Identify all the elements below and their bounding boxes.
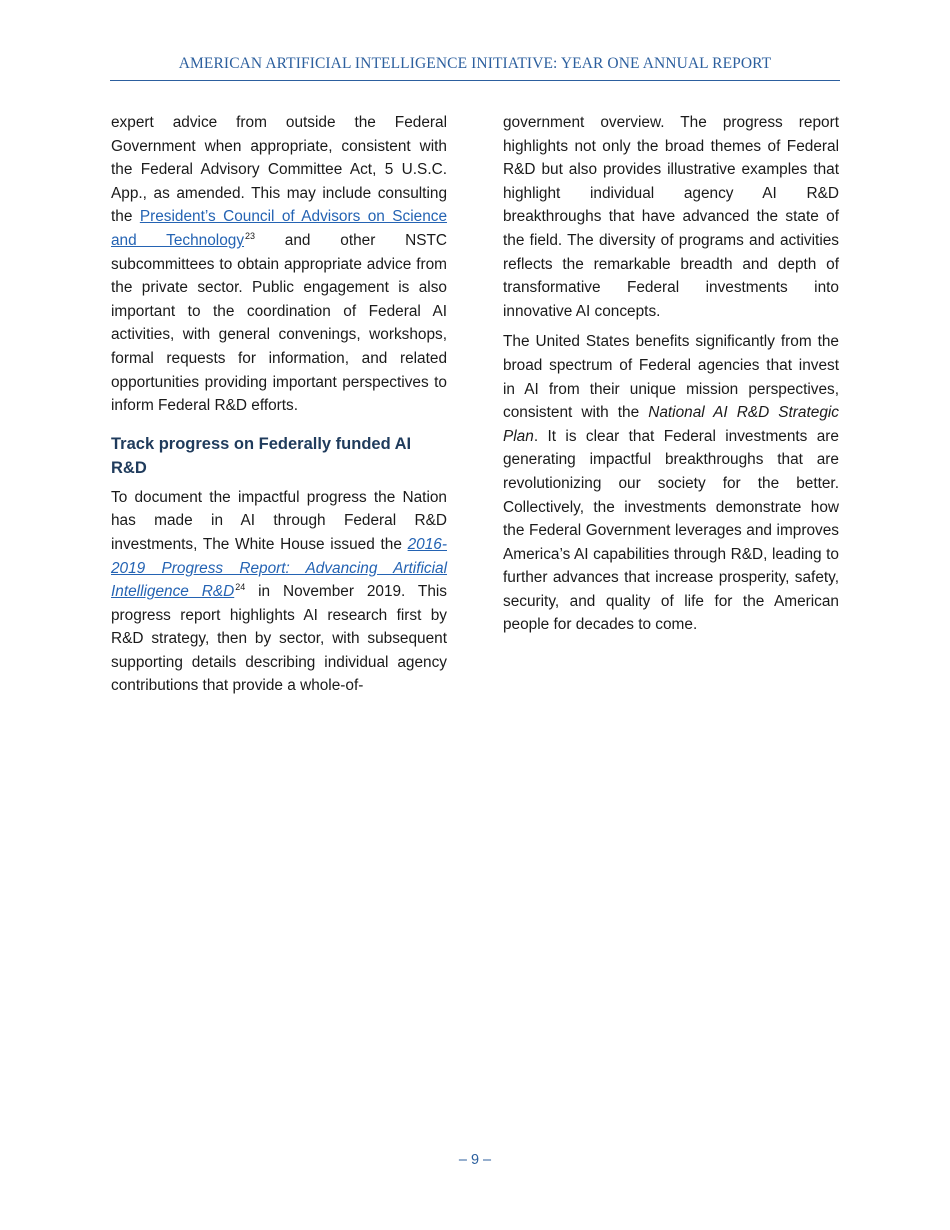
paragraph-benefits [503, 330, 839, 637]
running-header: AMERICAN ARTIFICIAL INTELLIGENCE INITIATIVE: YEAR ONE ANNUAL REPORT [178, 55, 772, 72]
paragraph-progress-report [111, 486, 447, 698]
header-rule [110, 80, 840, 81]
page-number: – 9 – [458, 1152, 492, 1168]
paragraph-text: and other NSTC subcommittees to obtain appropriate advice from the private sector. Public engagement is also important to the coordination of Federal AI activities, with general convenings, workshops, formal requests for information, and related opportunities providing important perspectives to inform Federal R&D efforts. [111, 231, 447, 415]
left-column [111, 111, 447, 705]
footnote-ref-23[interactable]: 23 [245, 230, 256, 241]
paragraph-overview: government overview. The progress report highlights not only the broad themes of Federal R&D but also provides illustrative examples that highlight individual agency AI R&D breakthroughs that have advanced the state of the field. The diversity of programs and activities reflects the remarkable breadth and depth of transformative Federal investments into innovative AI concepts. [503, 114, 839, 320]
pcast-link[interactable]: President’s Council of Advisors on Science and Technology [111, 208, 448, 249]
section-heading: Track progress on Federally funded AI R&D [111, 434, 412, 477]
paragraph-advisory [111, 111, 447, 418]
strategic-plan-title: National AI R&D Strategic Plan [503, 404, 840, 445]
right-column [503, 111, 839, 644]
paragraph-text: in November 2019. This progress report highlights AI research first by R&D strategy, then by sector, with subsequent supporting details describing individual agency contributions that provide a whole-of- [111, 583, 448, 695]
paragraph-text: . It is clear that Federal investments are generating impactful breakthroughs that are revolutionizing our society for the better. Collectively, the investments demonstrate how the Federal Government leverages and improves America’s AI capabilities through R&D, leading to further advances that increase prosperity, safety, security, and quality of life for the American people for decades to come. [503, 427, 839, 634]
paragraph-text: The United States benefits significantly from the broad spectrum of Federal agencies that invest in AI from their unique mission perspectives, consistent with the [503, 333, 839, 422]
progress-report-link[interactable]: 2016-2019 Progress Report: Advancing Artificial Intelligence R&D [111, 535, 447, 601]
paragraph-text: expert advice from outside the Federal Government when appropriate, consistent with the Federal Advisory Committee Act, 5 U.S.C. App., as amended. This may include consulting the [111, 114, 447, 226]
footnote-ref-24[interactable]: 24 [235, 581, 246, 592]
paragraph-text: To document the impactful progress the Nation has made in AI through Federal R&D investments, The White House issued the [111, 488, 447, 553]
